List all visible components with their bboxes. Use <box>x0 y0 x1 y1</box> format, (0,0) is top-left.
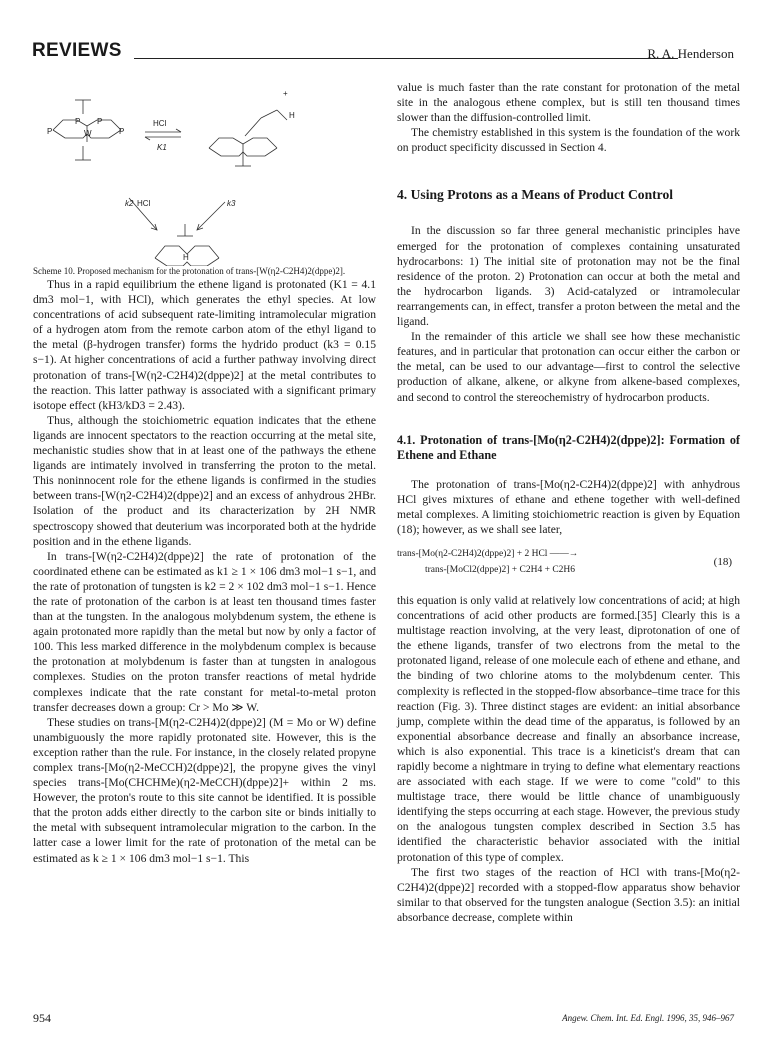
equation-line: trans-[Mo(η2-C2H4)2(dppe)2] + 2 HCl ——→ <box>397 548 579 559</box>
paragraph: Thus, although the stoichiometric equation indicates that the ethene ligands are innocent spectators to the reaction occurring at the metal site, mechanistic studies show that in at least one of the pathways the ethene ligands are intimately involved in transferring the proton to the metal. This noninnocent role for the ethene ligands is confirmed in the studies between trans-[W(η2-C2H4)2(dppe)2] and an excess of anhydrous 2HBr. Isolation of the product and its characterization by 2H NMR spectroscopy showed that deuterium was incorporated both at the hydride position and in the ethene ligands. <box>33 413 376 548</box>
scheme-label: P <box>119 127 125 136</box>
paragraph: In trans-[W(η2-C2H4)2(dppe)2] the rate of protonation of the coordinated ethene can be estimated as k1 ≥ 1 × 106 dm3 mol−1 s−1, and the rate of protonation of tungsten is k2 = 2 × 102 dm3 mol−1 s−1. Hence the rate of protonation of the carbon is at least ten thousand times faster than at the tungsten. In the analogous molybdenum system, the ethene is again protonated more rapidly than the metal but now by only a factor of 100. This less marked difference in the molybdenum complex is because the protonation at molybdenum is faster than at tungsten in analogous complexes. Studies on the proton transfer reactions of metal hydride complexes indicate that the rate constant for metal-to-metal proton transfer decreases down a group: Cr > Mo ≫ W. <box>33 549 376 714</box>
page-number: 954 <box>33 1011 51 1025</box>
paragraph: In the remainder of this article we shall see how these mechanistic features, and in particular that protonation can occur either the carbon or the metal, can be used to our advantage—first to control the selective production of alkane, alkene, or alkyne from alkene-based complexes, and second to control the stereochemistry of hydrocarbon products. <box>397 330 740 404</box>
scheme-10 <box>33 78 376 266</box>
paragraph: Thus in a rapid equilibrium the ethene ligand is protonated (K1 = 4.1 dm3 mol−1, with HCl), which generates the ethyl species. At low concentrations of acid subsequent rate-limiting intramolecular migration of a hydrogen atom from the remote carbon atom of the ethyl ligand to the metal (β-hydrogen transfer) forms the hydrido product (k3 = 0.15 s−1). At higher concentrations of acid a further pathway involving direct protonation of trans-[W(η2-C2H4)2(dppe)2] at the metal contributes to the reaction. This latter pathway is associated with a significant primary isotope effect (kH3/kD3 = 2.43). <box>33 278 376 412</box>
author-header: R. A. Henderson <box>647 46 734 61</box>
subsection-heading: 4.1. Protonation of trans-[Mo(η2-C2H4)2(dppe)2]: Formation of Ethene and Ethane <box>397 432 740 462</box>
scheme-label: P <box>75 117 81 126</box>
scheme-label: H <box>183 253 189 262</box>
paragraph: this equation is only valid at relatively low concentrations of acid; at high concentrations of acid other products are formed.[35] Clearly this is a multistage reaction involving, at the very least, diprotonation of one of the ethene ligands, transfer of two electrons from the metal to the protonated ligand, release of one molecule each of ethene and ethane, and the binding of two chlorine atoms to the molybdenum center. This complexity is reflected in the stopped-flow absorbance–time trace for this reaction (Fig. 3). Three distinct stages are evident: an initial absorbance jump, complete within the dead time of the apparatus, is followed by an exponential absorbance decrease and finally an absorbance increase, which is also exponential. This trace is a kineticist's dream that can rapidly become a nightmare in trying to define what elementary reactions are associated with each stage. If we were to come "cold" to this multistage trace, there would be little chance of unambiguously identifying the steps occurring at each stage. However, the previous study on the analogous tungsten complex described in Section 3.5 has identified the characteristic behavior associated with the initial protonation of this type of complex. <box>397 593 740 864</box>
scheme-label: k3 <box>227 199 236 208</box>
scheme-label: P <box>97 117 103 126</box>
scheme-label: H <box>289 111 295 120</box>
section-header: REVIEWS <box>32 40 122 61</box>
scheme-label: K1 <box>157 143 167 152</box>
paragraph: The first two stages of the reaction of HCl with trans-[Mo(η2-C2H4)2(dppe)2] recorded with a stopped-flow apparatus show behavior similar to that observed for the tungsten analogue (Section 3.5): an initial absorbance decrease, complete within <box>397 865 740 924</box>
scheme-label: HCl <box>137 199 151 208</box>
equation-number: (18) <box>713 555 732 568</box>
section-heading: 4. Using Protons as a Means of Product Control <box>397 187 674 203</box>
paragraph: The chemistry established in this system is the foundation of the work on product specificity discussed in Section 4. <box>397 126 740 155</box>
left-column <box>33 78 376 866</box>
scheme-label: P <box>47 127 53 136</box>
scheme-caption: Scheme 10. Proposed mechanism for the protonation of trans-[W(η2-C2H4)2(dppe)2]. <box>33 266 346 276</box>
paragraph: The protonation of trans-[Mo(η2-C2H4)2(dppe)2] with anhydrous HCl gives mixtures of ethane and ethene together with well-defined metal complexes. A limiting stoichiometric reaction is given by Equation (18); however, as we shall see later, <box>397 477 740 536</box>
paragraph: value is much faster than the rate constant for protonation of the metal site in the analogous ethene complex, but is still ten thousand times slower than the diffusion-controlled limit. <box>397 81 740 125</box>
journal-citation: Angew. Chem. Int. Ed. Engl. 1996, 35, 946–967 <box>562 1013 734 1023</box>
scheme-label: k2 <box>125 199 134 208</box>
scheme-label: W <box>84 129 92 138</box>
equation-18 <box>397 547 740 583</box>
scheme-diagram <box>33 78 376 266</box>
scheme-label: HCl <box>153 119 167 128</box>
equation-line: trans-[MoCl2(dppe)2] + C2H4 + C2H6 <box>425 564 576 575</box>
scheme-label: + <box>283 89 288 98</box>
header-rule <box>134 58 678 59</box>
paragraph: In the discussion so far three general mechanistic principles have emerged for the protonation of complexes containing unsaturated hydrocarbons: 1) The initial site of protonation may not be the final residence of the proton. 2) Protonation can occur at both the metal and the hydrocarbon ligands. 3) Acid-catalyzed or intramolecular rearrangements can, in effect, transfer a proton between the metal and the ligand. <box>397 224 740 329</box>
right-column <box>397 80 740 925</box>
paragraph: These studies on trans-[M(η2-C2H4)2(dppe)2] (M = Mo or W) define unambiguously the more rapidly protonated site. However, this is the exception rather than the rule. For instance, in the closely related propyne complex trans-[Mo(η2-MeCCH)2(dppe)2], the propyne gives the vinyl species trans-[Mo(CHCHMe)(η2-MeCCH)(dppe)2]+ within 2 ms. However, the proton's route to this site cannot be identified. It is possible that the proton adds either directly to the carbon site or binds initially to the metal with subsequent intramolecular migration to the carbon. In the latter case a lower limit for the rate of protonation of the metal can be estimated as k ≥ 1 × 106 dm3 mol−1 s−1. This <box>33 715 376 865</box>
